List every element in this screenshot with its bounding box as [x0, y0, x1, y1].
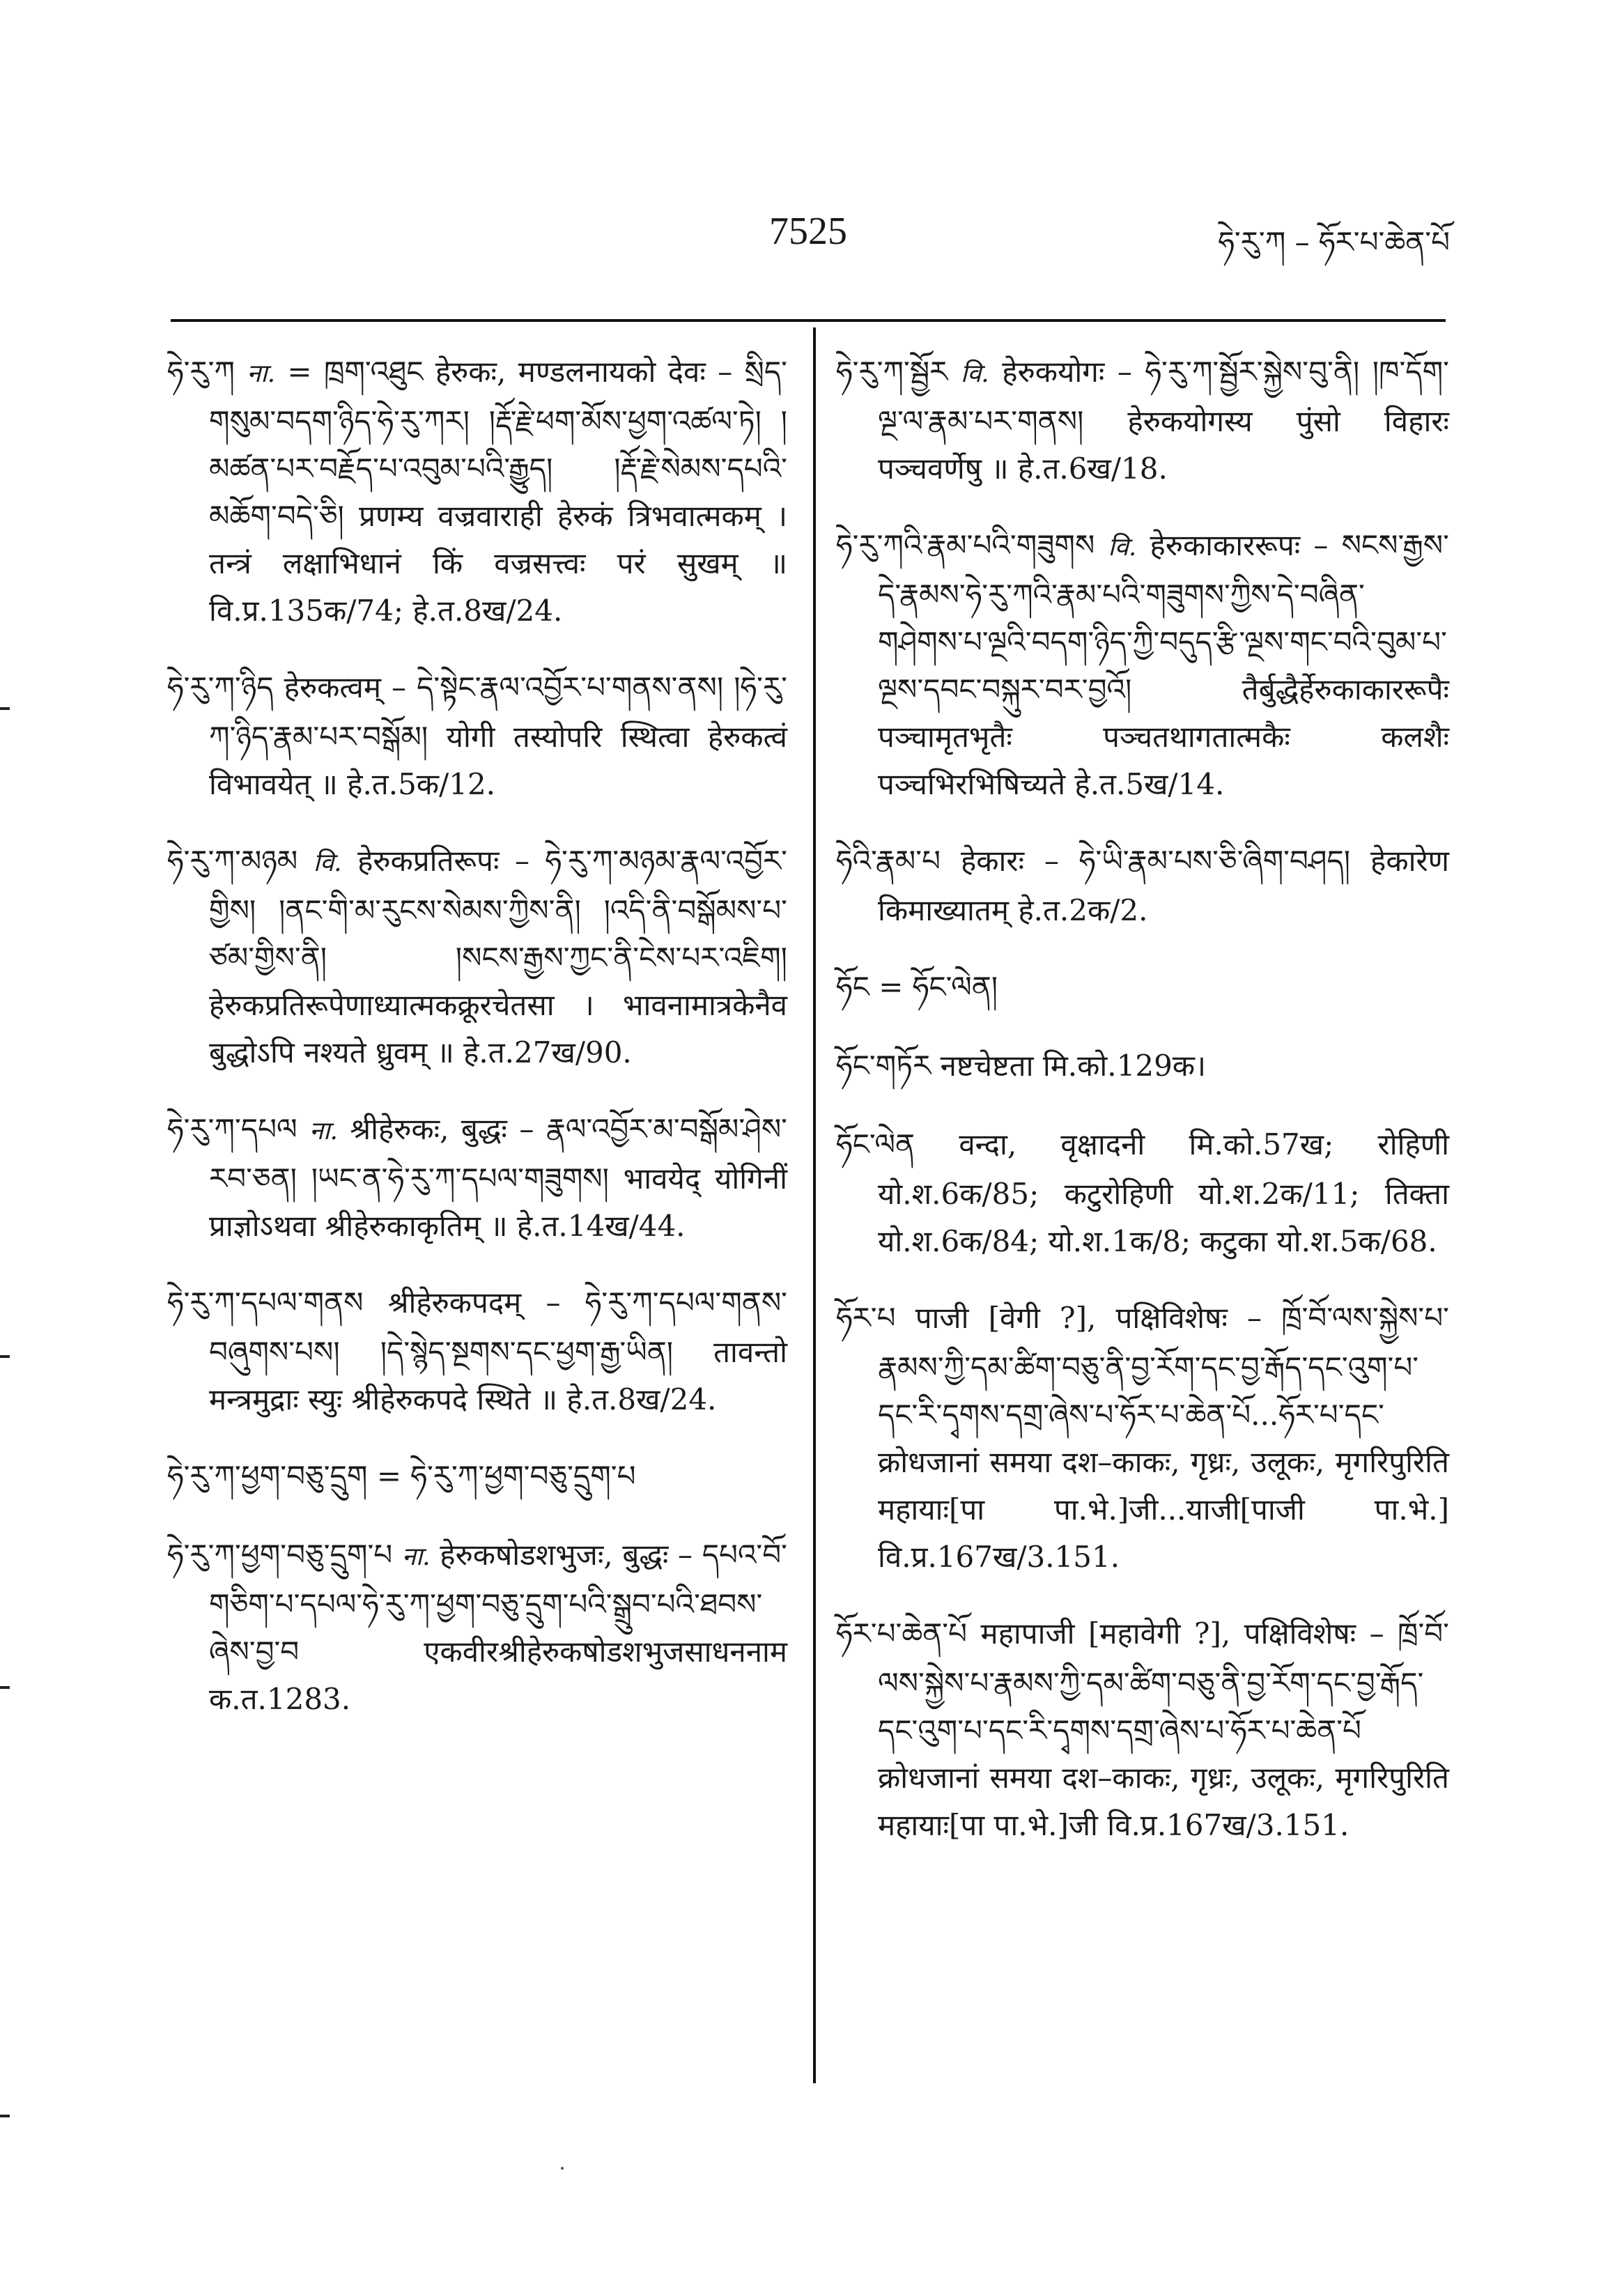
scan-dot [561, 2167, 564, 2170]
dictionary-entry [836, 1295, 1449, 1581]
dictionary-entry [167, 837, 787, 1076]
dictionary-entry [167, 1106, 787, 1250]
dictionary-entry [836, 1121, 1449, 1265]
running-head: ཧེ་རུ་ཀ – ཧོར་པ་ཆེན་པོ [1218, 225, 1450, 259]
entry-headword: ཧོང [836, 970, 869, 1004]
entry-definition: = ཧོང་ལེན། [879, 970, 998, 1004]
dictionary-entry [836, 837, 1449, 934]
entry-grammar-abbr: ना. [247, 360, 276, 388]
right-column [836, 348, 1449, 1878]
entry-headword: ཧོར་པ་ཆེན་པོ [836, 1616, 967, 1651]
entry-headword: ཧེ་རུ་ཀ་དཔལ [167, 1112, 297, 1146]
margin-mark [0, 707, 10, 710]
page-number: 7525 [769, 210, 847, 253]
entry-definition: हेरुकषोडशभुजः, बुद्धः – དཔའ་བོ་གཅིག་པ་དཔལ་ཧེ་རུ་ཀ་ཕྱག་བཅུ་དྲུག་པའི་སྒྲུབ་པའི་ཐབས་ཞེས་བྱ་བ एकवीरश्रीहेरुकषोडशभुजसाधननाम क.त.1283. [209, 1538, 787, 1716]
entry-definition: श्रीहेरुकपदम् – ཧེ་རུ་ཀ་དཔལ་གནས་བཞུགས་པས། །དེ་སྙེད་སྔགས་དང་ཕྱག་རྒྱ་ཡིན། तावन्तो मन्त्रमुद्राः स्युः श्रीहेरुकपदे स्थिते ॥ हे.त.8ख/24. [209, 1285, 787, 1416]
dictionary-entry [836, 522, 1449, 808]
entry-definition: पाजी [वेगी ?], पक्षिविशेषः – ཁྲོ་བོ་ལས་སྐྱེས་པ་རྣམས་ཀྱི་དམ་ཚིག་བཅུ་ནི་བྱ་རོག་དང་བྱ་རྒོད་དང་འུག་པ་དང་རི་དྭགས་དགྲ་ཞེས་པ་ཧོར་པ་ཆེན་པོ...ཧོར་པ་དང་ क्रोधजानां समया दश–काकः, गृध्रः, उलूकः, मृगरिपुरिति महायाः[पा पा.भे.]जी...याजी[पाजी पा.भे.] वि.प्र.167ख/3.151. [878, 1301, 1449, 1574]
column-divider [813, 327, 816, 2083]
entry-grammar-abbr: वि. [1108, 533, 1137, 562]
entry-headword: ཧོང་ལེན [836, 1127, 915, 1161]
entry-grammar-abbr: ना. [401, 1543, 431, 1571]
dictionary-entry [167, 664, 787, 808]
entry-headword: ཧེ་རུ་ཀའི་རྣམ་པའི་གཟུགས [836, 528, 1095, 562]
entry-headword: ཧོར་པ [836, 1301, 896, 1335]
entry-headword: ཧེ་རུ་ཀ་སྦྱོར [836, 355, 948, 389]
margin-mark [0, 1686, 10, 1689]
header-rule [171, 319, 1446, 322]
entry-definition: = ཧེ་རུ་ཀ་ཕྱག་བཅུ་དྲུག་པ [376, 1459, 636, 1493]
entry-definition: श्रीहेरुकः, बुद्धः – རྣལ་འབྱོར་མ་བསྒོམ་ཤེས་རབ་ཅན། །ཡང་ན་ཧེ་རུ་ཀ་དཔལ་གཟུགས། भावयेद् योगिनीं प्राज्ञोऽथवा श्रीहेरुकाकृतिम् ॥ हे.त.14ख/44. [209, 1112, 788, 1243]
entry-headword: ཧེ་རུ་ཀ་ཉིད [167, 670, 274, 704]
dictionary-entry [836, 348, 1449, 493]
margin-mark [0, 1355, 10, 1358]
dictionary-entry [836, 1610, 1449, 1849]
entry-grammar-abbr: वि. [313, 849, 342, 877]
entry-definition: हेरुकयोगः – ཧེ་རུ་ཀ་སྦྱོར་སྐྱེས་བུ་ནི། །ཁ་དོག་ལྔ་ལ་རྣམ་པར་གནས། हेरुकयोगस्य पुंसो विहारः पञ्चवर्णेषु ॥ हे.त.6ख/18. [878, 355, 1449, 486]
dictionary-entry [167, 1279, 787, 1423]
entry-definition: हेरुकप्रतिरूपः – ཧེ་རུ་ཀ་མཉམ་རྣལ་འབྱོར་གྱིས། །ནང་གི་མ་རུངས་སེམས་ཀྱིས་ནི། །འདི་ནི་བསྒོམས་པ་ཙམ་གྱིས་ནི། །སངས་རྒྱས་ཀྱང་ནི་ངེས་པར་འཇིག། हेरुकप्रतिरूपेणाध्यात्मकक्रूरचेतसा । भावनामात्रकेनैव बुद्धोऽपि नश्यते ध्रुवम् ॥ हे.त.27ख/90. [209, 844, 787, 1069]
dictionary-entry [836, 964, 1449, 1013]
dictionary-entry [167, 1453, 787, 1502]
entry-headword: ཧེ་རུ་ཀ་ཕྱག་བཅུ་དྲུག [167, 1459, 368, 1493]
entry-definition: हेरुकाकाररूपः – སངས་རྒྱས་དེ་རྣམས་ཧེ་རུ་ཀའི་རྣམ་པའི་གཟུགས་ཀྱིས་དེ་བཞིན་གཤེགས་པ་ལྔའི་བདག་ཉིད་ཀྱི་བདུད་རྩི་ལྔས་གང་བའི་བུམ་པ་ལྔས་དབང་བསྐུར་བར་བྱའོ། तैर्बुद्धैर्हेरुकाकाररूपैः पञ्चामृतभृतैः पञ्चतथागतात्मकैः कलशैः पञ्चभिरभिषिच्यते हे.त.5ख/14. [878, 528, 1449, 801]
entry-headword: ཧེ་རུ་ཀ་ཕྱག་བཅུ་དྲུག་པ [167, 1538, 393, 1572]
entry-grammar-abbr: ना. [309, 1117, 338, 1145]
entry-definition: हेरुकत्वम् – དེ་སྟེང་རྣལ་འབྱོར་པ་གནས་ནས། །ཧེ་རུ་ཀ་ཉིད་རྣམ་པར་བསྒོམ། योगी तस्योपरि स्थित्वा हेरुकत्वं विभावयेत् ॥ हे.त.5क/12. [209, 670, 787, 801]
dictionary-entry [167, 348, 787, 635]
dictionary-entry [836, 1042, 1449, 1092]
dictionary-entry [167, 1531, 787, 1723]
left-column [167, 348, 787, 1752]
entry-definition: नष्टचेष्टता मि.को.129क। [940, 1049, 1206, 1083]
entry-headword: ཧེའི་རྣམ་པ [836, 844, 941, 878]
entry-headword: ཧེ་རུ་ཀ་མཉམ [167, 844, 298, 878]
entry-definition: महापाजी [महावेगी ?], पक्षिविशेषः – ཁྲོ་བོ་ལས་སྐྱེས་པ་རྣམས་ཀྱི་དམ་ཚིག་བཅུ་ནི་བྱ་རོག་དང་བྱ་རྒོད་དང་འུག་པ་དང་རི་དྭགས་དགྲ་ཞེས་པ་ཧོར་པ་ཆེན་པོ क्रोधजानां समया दश–काकः, गृध्रः, उलूकः, मृगरिपुरिति महायाः[पा पा.भे.]जी वि.प्र.167ख/3.151. [878, 1616, 1449, 1842]
entry-headword: ཧེ་རུ་ཀ [167, 355, 235, 389]
margin-mark [0, 2115, 10, 2117]
entry-definition: वन्दा, वृक्षादनी मि.को.57ख; रोहिणी यो.श.6क/85; कटुरोहिणी यो.श.2क/11; तिक्ता यो.श.6क/84; यो.श.1क/8; कटुका यो.श.5क/68. [878, 1127, 1449, 1258]
entry-headword: ཧེ་རུ་ཀ་དཔལ་གནས [167, 1285, 364, 1320]
entry-definition: = ཁྲག་འཐུང हेरुकः, मण्डलनायको देवः – སྲིད་གསུམ་བདག་ཉིད་ཧེ་རུ་ཀར། །རྡོ་རྗེ་ཕག་མོས་ཕྱག་འཚལ་ཏེ། །མཚན་པར་བརྗོད་པ་འབུམ་པའི་རྒྱུད། །རྡོ་རྗེ་སེམས་དཔའི་མཆོག་བདེ་ཅི། प्रणम्य वज्रवाराही हेरुकं त्रिभवात्मकम् । तन्त्रं लक्षाभिधानं किं वज्रसत्त्वः परं सुखम् ॥ वि.प्र.135क/74; हे.त.8ख/24. [209, 355, 788, 628]
entry-grammar-abbr: वि. [960, 360, 989, 388]
entry-definition: हेकारः – ཧེ་ཡི་རྣམ་པས་ཅི་ཞིག་བཤད། हेकारेण किमाख्यातम् हे.त.2क/2. [878, 844, 1449, 927]
entry-headword: ཧོང་གཏོར [836, 1049, 931, 1083]
